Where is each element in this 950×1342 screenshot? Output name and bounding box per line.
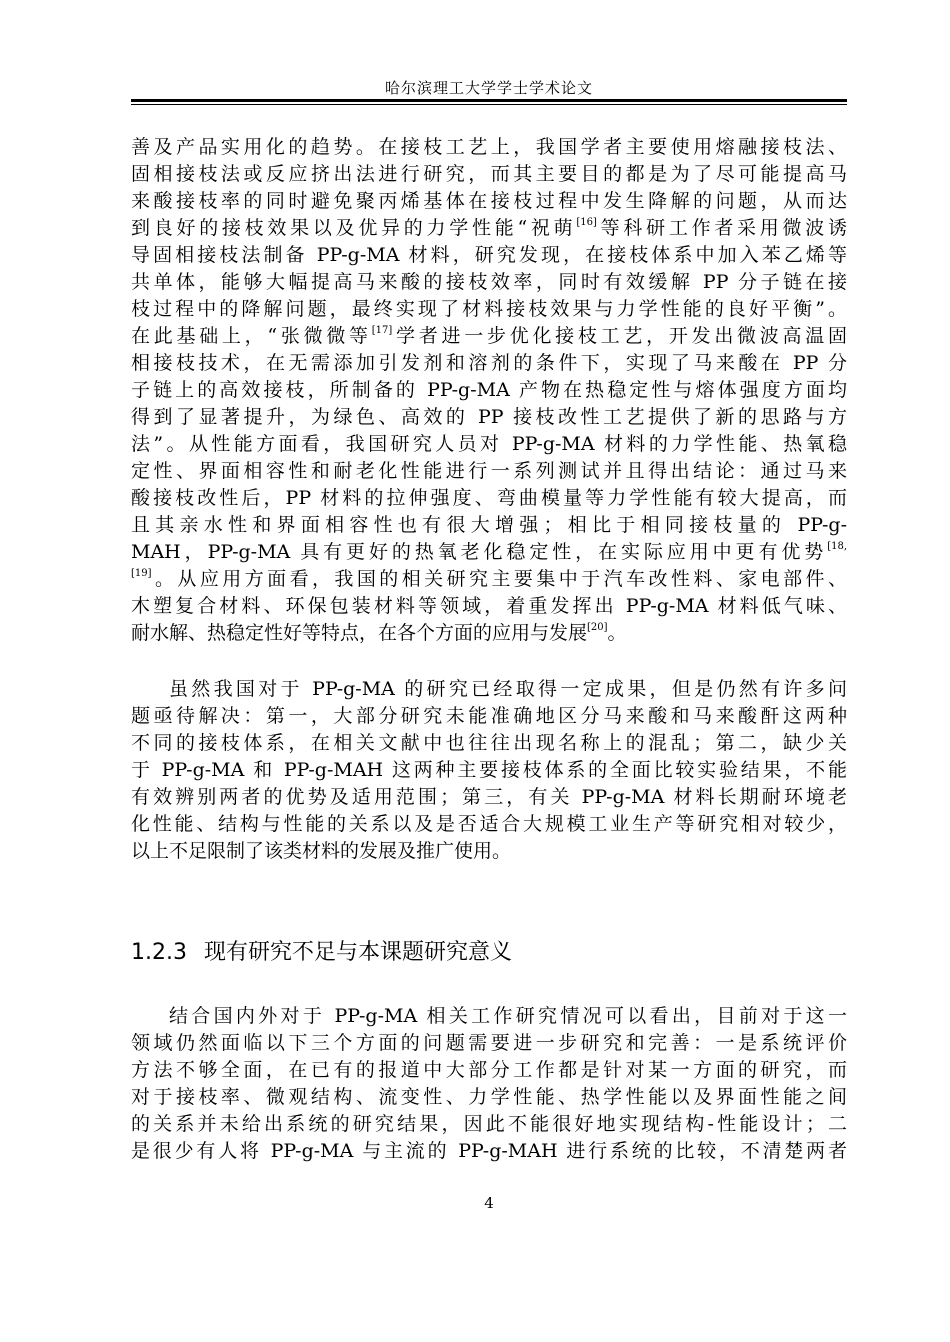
text-line (131, 1084, 847, 1111)
line-text: 虽然我国对于 PP-g-MA 的研究已经取得一定成果，但是仍然有许多问 (169, 678, 847, 700)
text-line (131, 730, 847, 757)
text-line (131, 215, 847, 242)
text-line (131, 1111, 847, 1138)
citation-ref: [19] (131, 568, 152, 579)
text-line (131, 811, 847, 838)
text-line (131, 1138, 847, 1165)
text-line (131, 566, 847, 593)
text-line (131, 620, 847, 647)
line-text: 以上不足限制了该类材料的发展及推广使用。 (131, 840, 512, 862)
text-line (131, 188, 847, 215)
text-line (131, 1030, 847, 1057)
text-line (131, 703, 847, 730)
text-line (131, 296, 847, 323)
line-text: 领域仍然面临以下三个方面的问题需要进一步研究和完善：一是系统评价 (131, 1032, 847, 1054)
line-text: 耐水解、热稳定性好等特点，在各个方面的应用与发展 (131, 622, 588, 644)
line-text: 到良好的接枝效果以及优异的力学性能“祝萌 (131, 217, 577, 239)
line-text: 方法不够全面，在已有的报道中大部分工作都是针对某一方面的研究，而 (131, 1059, 847, 1081)
citation-ref: [20] (587, 622, 608, 633)
text-line (131, 269, 847, 296)
line-text: 于 PP-g-MA 和 PP-g-MAH 这两种主要接枝体系的全面比较实验结果，不能 (131, 759, 847, 781)
line-text: 是很少有人将 PP-g-MA 与主流的 PP-g-MAH 进行系统的比较，不清楚两者 (131, 1140, 847, 1162)
line-text: 子链上的高效接枝，所制备的 PP-g-MA 产物在热稳定性与熔体强度方面均 (131, 379, 847, 401)
line-text: 题亟待解决：第一，大部分研究未能准确地区分马来酸和马来酸酐这两种 (131, 705, 847, 727)
line-text: 相接枝技术，在无需添加引发剂和溶剂的条件下，实现了马来酸在 PP 分 (131, 352, 847, 374)
line-text: 在此基础上，“张微微等 (131, 325, 372, 347)
text-line (131, 539, 847, 566)
line-text: 固相接枝法或反应挤出法进行研究，而其主要目的都是为了尽可能提高马 (131, 163, 847, 185)
header-rule-thin (131, 104, 847, 105)
text-line (131, 161, 847, 188)
line-text: 来酸接枝率的同时避免聚丙烯基体在接枝过程中发生降解的问题，从而达 (131, 190, 847, 212)
line-text: 酸接枝改性后，PP 材料的拉伸强度、弯曲模量等力学性能有较大提高，而 (131, 487, 847, 509)
citation-ref: [16] (576, 217, 597, 228)
text-line (131, 757, 847, 784)
text-line (131, 512, 847, 539)
line-text: 有效辨别两者的优势及适用范围；第三，有关 PP-g-MA 材料长期耐环境老 (131, 786, 847, 808)
line-text: 导固相接枝法制备 PP-g-MA 材料，研究发现，在接枝体系中加入苯乙烯等 (131, 244, 847, 266)
line-text: 化性能、结构与性能的关系以及是否适合大规模工业生产等研究相对较少， (131, 813, 847, 835)
text-line (131, 838, 847, 865)
text-line (131, 404, 847, 431)
paragraph-3 (131, 1003, 847, 1165)
text-line (131, 458, 847, 485)
line-text: 枝过程中的降解问题，最终实现了材料接枝效果与力学性能的良好平衡”。 (131, 298, 847, 320)
line-text: 定性、界面相容性和耐老化性能进行一系列测试并且得出结论：通过马来 (131, 460, 847, 482)
page-number: 4 (484, 1194, 494, 1212)
line-text: 木塑复合材料、环保包装材料等领域，着重发挥出 PP-g-MA 材料低气味、 (131, 595, 847, 617)
text-line (131, 377, 847, 404)
line-text: 不同的接枝体系，在相关文献中也往往出现名称上的混乱；第二，缺少关 (131, 732, 847, 754)
header-rule-thick (131, 99, 847, 102)
text-line (131, 350, 847, 377)
running-header: 哈尔滨理工大学学士学术论文 (384, 79, 593, 97)
line-text: 共单体，能够大幅提高马来酸的接枝效率，同时有效缓解 PP 分子链在接 (131, 271, 847, 293)
text-line (131, 593, 847, 620)
paragraph-1 (131, 134, 847, 647)
line-text-tail: 。 (607, 622, 627, 644)
line-text: 善及产品实用化的趋势。在接枝工艺上，我国学者主要使用熔融接枝法、 (131, 136, 847, 158)
text-line (131, 1003, 847, 1030)
line-text-tail: 。从应用方面看，我国的相关研究主要集中于汽车改性料、家电部件、 (151, 568, 847, 590)
line-text: 的关系并未给出系统的研究结果，因此不能很好地实现结构-性能设计；二 (131, 1113, 847, 1135)
section-title: 现有研究不足与本课题研究意义 (203, 940, 512, 965)
section-number: 1.2.3 (131, 940, 187, 965)
section-heading (131, 938, 847, 968)
citation-ref: [17] (371, 325, 393, 336)
line-text: 法”。从性能方面看，我国研究人员对 PP-g-MA 材料的力学性能、热氧稳 (131, 433, 847, 455)
line-text: 且其亲水性和界面相容性也有很大增强；相比于相同接枝量的 PP-g- (131, 514, 847, 536)
text-line (131, 431, 847, 458)
text-line (131, 323, 847, 350)
text-line (131, 784, 847, 811)
citation-ref: [18, (827, 541, 847, 552)
text-line (131, 134, 847, 161)
line-text: 结合国内外对于 PP-g-MA 相关工作研究情况可以看出，目前对于这一 (169, 1005, 847, 1027)
text-line (131, 242, 847, 269)
line-text-tail: 等科研工作者采用微波诱 (596, 217, 847, 239)
line-text: 得到了显著提升，为绿色、高效的 PP 接枝改性工艺提供了新的思路与方 (131, 406, 847, 428)
text-line (131, 485, 847, 512)
line-text: MAH，PP-g-MA 具有更好的热氧老化稳定性，在实际应用中更有优势 (131, 541, 828, 563)
text-line (131, 676, 847, 703)
line-text: 对于接枝率、微观结构、流变性、力学性能、热学性能以及界面性能之间 (131, 1086, 847, 1108)
line-text-tail: 学者进一步优化接枝工艺，开发出微波高温固 (392, 325, 847, 347)
text-line (131, 1057, 847, 1084)
paragraph-2 (131, 676, 847, 865)
